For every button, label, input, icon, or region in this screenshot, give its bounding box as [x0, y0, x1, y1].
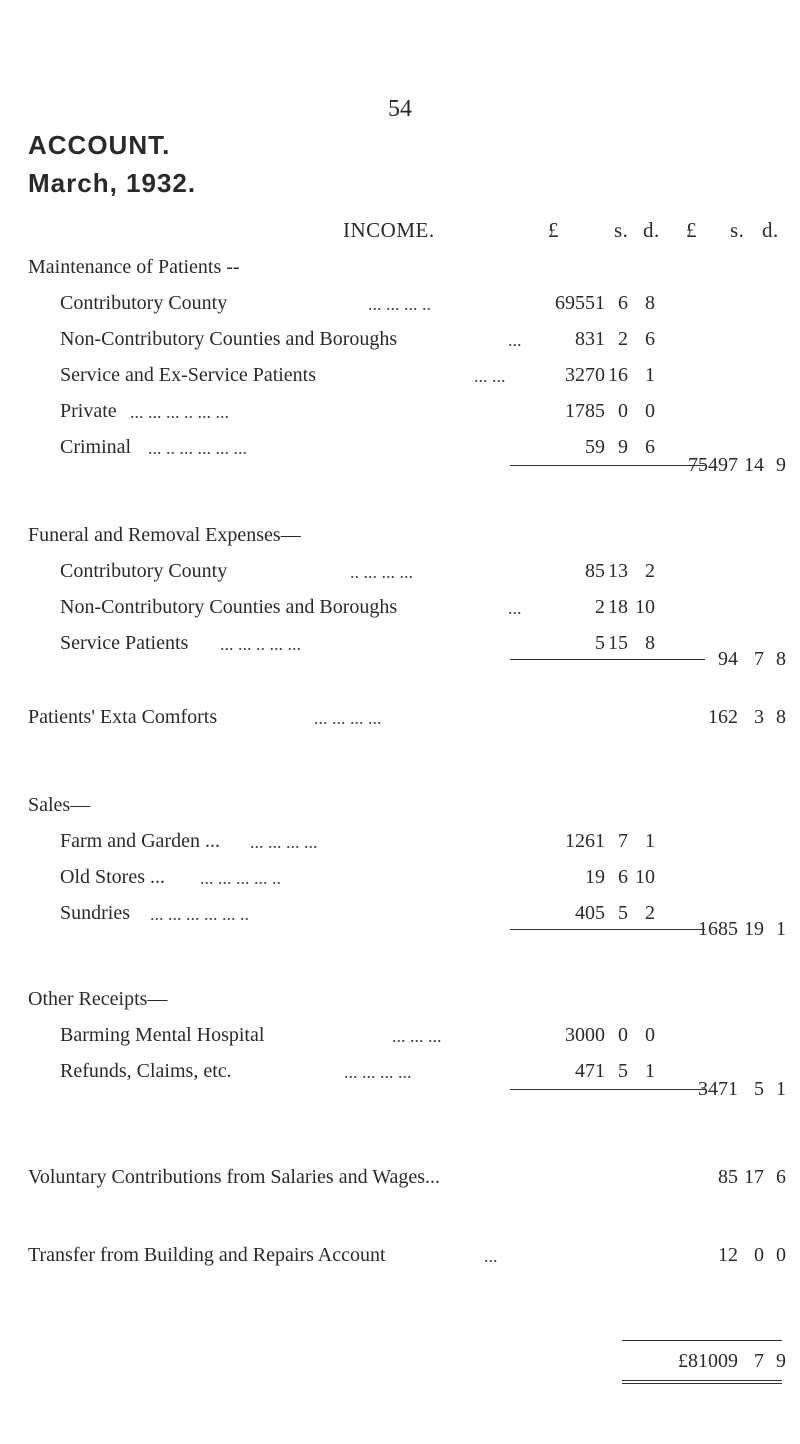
amount-pence: 6 [645, 328, 655, 350]
amount-shillings: 2 [618, 328, 628, 350]
col1-shillings-header: s. [614, 218, 629, 242]
total-pounds: 94 [718, 648, 738, 670]
leader-dots: ... ... ... ... [250, 832, 318, 852]
leader-dots: ... ... .. ... ... [220, 634, 301, 654]
total-pounds: 3471 [698, 1078, 738, 1100]
total-shillings: 5 [754, 1078, 764, 1100]
total-shillings: 7 [754, 648, 764, 670]
amount-pence: 0 [645, 1024, 655, 1046]
leader-dots: ... ... ... ... [344, 1062, 412, 1082]
total-pounds: 75497 [688, 454, 738, 476]
section-other-title: Other Receipts— [28, 988, 168, 1010]
amount-pounds: 5 [595, 632, 605, 654]
col2-pence-header: d. [762, 218, 779, 242]
col2-pounds-header: £ [686, 218, 697, 242]
row-label: Non-Contributory Counties and Boroughs [60, 596, 398, 618]
amount-pounds: 405 [575, 902, 605, 924]
col1-pounds-header: £ [548, 218, 559, 242]
total-pence: 8 [776, 648, 786, 670]
amount-pounds: 3000 [565, 1024, 605, 1046]
row-label: Criminal [60, 436, 132, 458]
total-pounds: 85 [718, 1166, 738, 1188]
amount-pence: 1 [645, 830, 655, 852]
amount-shillings: 6 [618, 292, 628, 314]
amount-pence: 6 [645, 436, 655, 458]
amount-shillings: 18 [608, 596, 628, 618]
amount-shillings: 13 [608, 560, 628, 582]
amount-shillings: 7 [618, 830, 628, 852]
amount-pence: 10 [635, 596, 655, 618]
leader-dots: ... ... ... ... [314, 708, 382, 728]
row-label: Refunds, Claims, etc. [60, 1060, 232, 1082]
total-pence: 9 [776, 454, 786, 476]
subtotal-rule [510, 1089, 705, 1090]
amount-shillings: 6 [618, 866, 628, 888]
total-shillings: 14 [744, 454, 764, 476]
amount-pence: 2 [645, 902, 655, 924]
row-label: Sundries [60, 902, 130, 924]
amount-pounds: 3270 [565, 364, 605, 386]
grand-total-rule-double [622, 1383, 782, 1384]
amount-shillings: 9 [618, 436, 628, 458]
total-pounds: 12 [718, 1244, 738, 1266]
subtotal-rule [510, 659, 705, 660]
leader-dots: ... ... [474, 366, 506, 386]
amount-pence: 0 [645, 400, 655, 422]
section-funeral-title: Funeral and Removal Expenses— [28, 524, 301, 546]
total-pence: 1 [776, 1078, 786, 1100]
row-label: Old Stores ... [60, 866, 165, 888]
income-header: INCOME. [343, 218, 435, 242]
leader-dots: ... ... ... [392, 1026, 442, 1046]
leader-dots: ... ... ... .. ... ... [130, 402, 229, 422]
section-sales-title: Sales— [28, 794, 91, 816]
leader-dots: ... [508, 330, 522, 350]
amount-pence: 8 [645, 632, 655, 654]
row-label: Private [60, 400, 117, 422]
total-pence: 0 [776, 1244, 786, 1266]
total-pounds: 1685 [698, 918, 738, 940]
subtotal-rule [510, 929, 705, 930]
page-subtitle: March, 1932. [28, 168, 197, 198]
amount-pence: 1 [645, 364, 655, 386]
row-label: Contributory County [60, 560, 228, 582]
amount-pounds: 471 [575, 1060, 605, 1082]
page-number: 54 [388, 96, 412, 122]
total-pence: 8 [776, 706, 786, 728]
leader-dots: .. ... ... ... [350, 562, 413, 582]
amount-pounds: 1785 [565, 400, 605, 422]
leader-dots: ... [484, 1246, 498, 1266]
row-label: Service Patients [60, 632, 189, 654]
amount-pounds: 19 [585, 866, 605, 888]
row-label: Non-Contributory Counties and Boroughs [60, 328, 398, 350]
amount-shillings: 15 [608, 632, 628, 654]
page-title: ACCOUNT. [28, 130, 171, 160]
leader-dots: ... ... ... ... ... .. [150, 904, 249, 924]
row-label: Voluntary Contributions from Salaries and Wages... [28, 1166, 441, 1188]
amount-shillings: 0 [618, 1024, 628, 1046]
leader-dots: ... [508, 598, 522, 618]
row-label: Contributory County [60, 292, 228, 314]
amount-shillings: 5 [618, 902, 628, 924]
total-pounds: 162 [708, 706, 738, 728]
amount-pounds: 831 [575, 328, 605, 350]
grand-total-rule-top [622, 1340, 782, 1341]
amount-pence: 2 [645, 560, 655, 582]
amount-pence: 1 [645, 1060, 655, 1082]
grand-total-rule-bottom [622, 1380, 782, 1381]
amount-pounds: 69551 [555, 292, 605, 314]
row-label: Service and Ex-Service Patients [60, 364, 317, 386]
total-shillings: 19 [744, 918, 764, 940]
grand-total-pence: 9 [776, 1350, 786, 1372]
total-shillings: 0 [754, 1244, 764, 1266]
leader-dots: ... .. ... ... ... ... [148, 438, 247, 458]
amount-pounds: 1261 [565, 830, 605, 852]
amount-pence: 8 [645, 292, 655, 314]
col2-shillings-header: s. [730, 218, 745, 242]
row-label: Transfer from Building and Repairs Account [28, 1244, 386, 1266]
total-pence: 6 [776, 1166, 786, 1188]
row-label: Barming Mental Hospital [60, 1024, 265, 1046]
row-label: Farm and Garden ... [60, 830, 220, 852]
amount-pounds: 2 [595, 596, 605, 618]
subtotal-rule [510, 465, 705, 466]
amount-shillings: 0 [618, 400, 628, 422]
leader-dots: ... ... ... ... .. [200, 868, 281, 888]
grand-total-pounds: £81009 [678, 1350, 738, 1372]
grand-total-shillings: 7 [754, 1350, 764, 1372]
leader-dots: ... ... ... .. [368, 294, 431, 314]
amount-pounds: 59 [585, 436, 605, 458]
amount-pence: 10 [635, 866, 655, 888]
amount-pounds: 85 [585, 560, 605, 582]
row-label: Patients' Exta Comforts [28, 706, 218, 728]
amount-shillings: 5 [618, 1060, 628, 1082]
section-maintenance-title: Maintenance of Patients -- [28, 256, 240, 278]
col1-pence-header: d. [643, 218, 660, 242]
total-pence: 1 [776, 918, 786, 940]
total-shillings: 17 [744, 1166, 764, 1188]
total-shillings: 3 [754, 706, 764, 728]
amount-shillings: 16 [608, 364, 628, 386]
